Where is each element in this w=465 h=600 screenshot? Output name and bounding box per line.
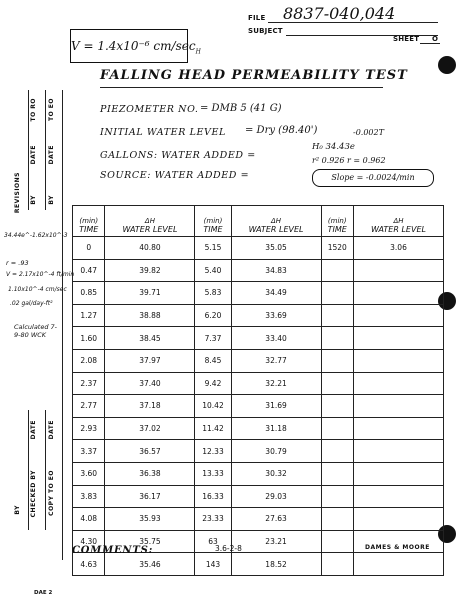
margin-note-velocity-ft: V = 2.17x10^-4 ft/min [6, 271, 75, 278]
page-title: FALLING HEAD PERMEABILITY TEST [100, 68, 408, 83]
revision-rule-1 [28, 90, 29, 210]
col-header-time-3: (min) TIME [321, 206, 353, 237]
table-header-row [73, 206, 444, 237]
table-cell [321, 372, 353, 395]
table-row [73, 259, 444, 282]
table-cell [353, 553, 443, 576]
table-cell: 2.77 [73, 395, 105, 418]
table-cell: 6.20 [195, 304, 231, 327]
table-cell: 18.52 [231, 553, 321, 576]
table-row [73, 372, 444, 395]
table-cell: 16.33 [195, 485, 231, 508]
table-cell: 7.37 [195, 327, 231, 350]
checked-by-label: CHECKED BY [30, 470, 37, 518]
table-cell [353, 462, 443, 485]
revision-to-eo: TO EO [48, 98, 55, 121]
table-cell: 0.47 [73, 259, 105, 282]
revision-date-2: DATE [48, 145, 55, 165]
bottom-corner-mark: DAE 2 [34, 590, 53, 596]
table-cell: 13.33 [195, 462, 231, 485]
table-cell: 143 [195, 553, 231, 576]
col-header-level-2: ΔH WATER LEVEL [231, 206, 321, 237]
table-cell: 35.46 [105, 553, 195, 576]
table-cell: 1.27 [73, 304, 105, 327]
table-cell: 30.32 [231, 462, 321, 485]
table-cell: 2.08 [73, 349, 105, 372]
revision-by-2: BY [48, 195, 55, 205]
table-cell: 39.82 [105, 259, 195, 282]
table-cell [353, 282, 443, 305]
binder-hole-top [438, 56, 456, 74]
check-by-label: BY [14, 505, 21, 515]
comments-label: COMMENTS: [72, 545, 154, 556]
table-row [73, 417, 444, 440]
table-cell: 63 [195, 530, 231, 553]
table-cell [321, 417, 353, 440]
table-cell: 30.79 [231, 440, 321, 463]
table-cell [321, 530, 353, 553]
table-cell: 37.97 [105, 349, 195, 372]
table-row [73, 553, 444, 576]
initial-level-value: = Dry (98.40') [245, 125, 318, 136]
table-row [73, 327, 444, 350]
table-cell: 3.06 [353, 237, 443, 260]
h0-note: H₀ 34.43e [312, 142, 355, 152]
table-cell: 37.02 [105, 417, 195, 440]
table-cell: 5.83 [195, 282, 231, 305]
table-cell: 29.03 [231, 485, 321, 508]
table-row [73, 462, 444, 485]
check-rule-2 [45, 410, 46, 530]
subject-label: SUBJECT [248, 27, 283, 35]
table-cell [353, 304, 443, 327]
piezometer-label: PIEZOMETER NO. [100, 104, 199, 115]
table-cell: 3.60 [73, 462, 105, 485]
revision-by-1: BY [30, 195, 37, 205]
table-cell: 36.38 [105, 462, 195, 485]
table-cell: 3.83 [73, 485, 105, 508]
table-row [73, 395, 444, 418]
table-cell: 35.75 [105, 530, 195, 553]
table-cell: 5.40 [195, 259, 231, 282]
margin-note-r: r = .93 [6, 259, 29, 267]
table-cell [353, 372, 443, 395]
sheet-suffix: O [432, 35, 439, 43]
permeability-table [72, 205, 444, 576]
table-cell: 37.18 [105, 395, 195, 418]
company-name: DAMES & MOORE [365, 544, 430, 551]
col-header-time-2: (min) TIME [195, 206, 231, 237]
sheet-label: SHEET [393, 35, 420, 43]
table-cell: 0 [73, 237, 105, 260]
slope-box: Slope = -0.0024/min [312, 169, 434, 187]
table-row [73, 440, 444, 463]
table-cell [353, 259, 443, 282]
table-cell: 32.77 [231, 349, 321, 372]
revisions-label: REVISIONS [14, 172, 21, 214]
table-cell: 36.57 [105, 440, 195, 463]
table-cell: 27.63 [231, 508, 321, 531]
col-header-level-3: ΔH WATER LEVEL [353, 206, 443, 237]
table-cell: 31.69 [231, 395, 321, 418]
page-reference: 3.6-2-8 [215, 544, 242, 553]
check-date2-label: DATE [48, 420, 55, 440]
table-cell [353, 395, 443, 418]
revision-to-ro: TO RO [30, 98, 37, 122]
table-cell [353, 508, 443, 531]
table-cell: 0.85 [73, 282, 105, 305]
table-cell: 38.45 [105, 327, 195, 350]
table-row [73, 508, 444, 531]
table-cell: 3.37 [73, 440, 105, 463]
table-cell: 34.83 [231, 259, 321, 282]
revision-rule-2 [45, 90, 46, 210]
table-cell [353, 440, 443, 463]
revision-column-rule [62, 90, 63, 560]
table-cell [353, 327, 443, 350]
r-values: r² 0.926 r = 0.962 [312, 156, 386, 165]
table-cell: 31.18 [231, 417, 321, 440]
table-cell: 33.69 [231, 304, 321, 327]
table-cell [353, 485, 443, 508]
table-cell [321, 282, 353, 305]
table-cell: 2.93 [73, 417, 105, 440]
table-cell: 36.17 [105, 485, 195, 508]
table-cell [321, 259, 353, 282]
table-cell: 11.42 [195, 417, 231, 440]
table-cell: 10.42 [195, 395, 231, 418]
velocity-value: V = 1.4x10⁻⁶ cm/sec [71, 39, 196, 53]
table-cell: 34.49 [231, 282, 321, 305]
table-cell: 9.42 [195, 372, 231, 395]
table-cell: 39.71 [105, 282, 195, 305]
table-cell: 2.37 [73, 372, 105, 395]
check-date-label: DATE [30, 420, 37, 440]
table-cell [321, 349, 353, 372]
table-cell: 40.80 [105, 237, 195, 260]
table-cell [321, 304, 353, 327]
table-cell: 4.08 [73, 508, 105, 531]
table-cell: 33.40 [231, 327, 321, 350]
file-label: FILE [248, 14, 266, 22]
table-row [73, 349, 444, 372]
file-number: 8837-040,044 [283, 4, 396, 23]
gallons-label: GALLONS: WATER ADDED = [100, 150, 256, 161]
margin-note-exp: 34.44e^-1.62x10^-3 [4, 232, 68, 239]
col-header-level-1: ΔH WATER LEVEL [105, 206, 195, 237]
sheet-underline [420, 43, 440, 44]
table-row [73, 282, 444, 305]
margin-note-calculated: Calculated 7-9-80 WCK [14, 323, 58, 339]
table-cell: 32.21 [231, 372, 321, 395]
table-cell: 12.33 [195, 440, 231, 463]
table-cell [321, 440, 353, 463]
initial-level-label: INITIAL WATER LEVEL [100, 127, 226, 138]
piezometer-value: = DMB 5 (41 G) [200, 103, 282, 114]
table-cell: 4.30 [73, 530, 105, 553]
source-label: SOURCE: WATER ADDED = [100, 170, 250, 181]
velocity-box [70, 29, 201, 63]
table-cell [321, 395, 353, 418]
table-cell [353, 417, 443, 440]
table-cell: 1.60 [73, 327, 105, 350]
revision-date-1: DATE [30, 145, 37, 165]
table-cell: 35.93 [105, 508, 195, 531]
table-cell [321, 553, 353, 576]
title-underline [100, 87, 383, 88]
table-cell: 35.05 [231, 237, 321, 260]
table-cell [321, 485, 353, 508]
table-cell [321, 327, 353, 350]
table-cell: 4.63 [73, 553, 105, 576]
table-cell: 1520 [321, 237, 353, 260]
table-cell: 23.33 [195, 508, 231, 531]
check-rule-1 [28, 410, 29, 530]
table-cell: 37.40 [105, 372, 195, 395]
col-header-time-1: (min) TIME [73, 206, 105, 237]
velocity-subscript: H [195, 48, 201, 56]
table-cell: 5.15 [195, 237, 231, 260]
table-cell: 23.21 [231, 530, 321, 553]
table-row [73, 237, 444, 260]
table-row [73, 485, 444, 508]
table-cell [321, 508, 353, 531]
copy-to-eo-label: COPY TO EO [48, 470, 55, 516]
margin-note-velocity-cm: 1.10x10^-4 cm/sec [8, 286, 67, 293]
table-cell [321, 462, 353, 485]
table-body [73, 237, 444, 576]
table-cell: 8.45 [195, 349, 231, 372]
table-cell [353, 349, 443, 372]
table-row [73, 304, 444, 327]
table-cell: 38.88 [105, 304, 195, 327]
exp-note: -0.002T [353, 128, 384, 137]
margin-note-gal: .02 gal/day-ft² [10, 300, 53, 307]
